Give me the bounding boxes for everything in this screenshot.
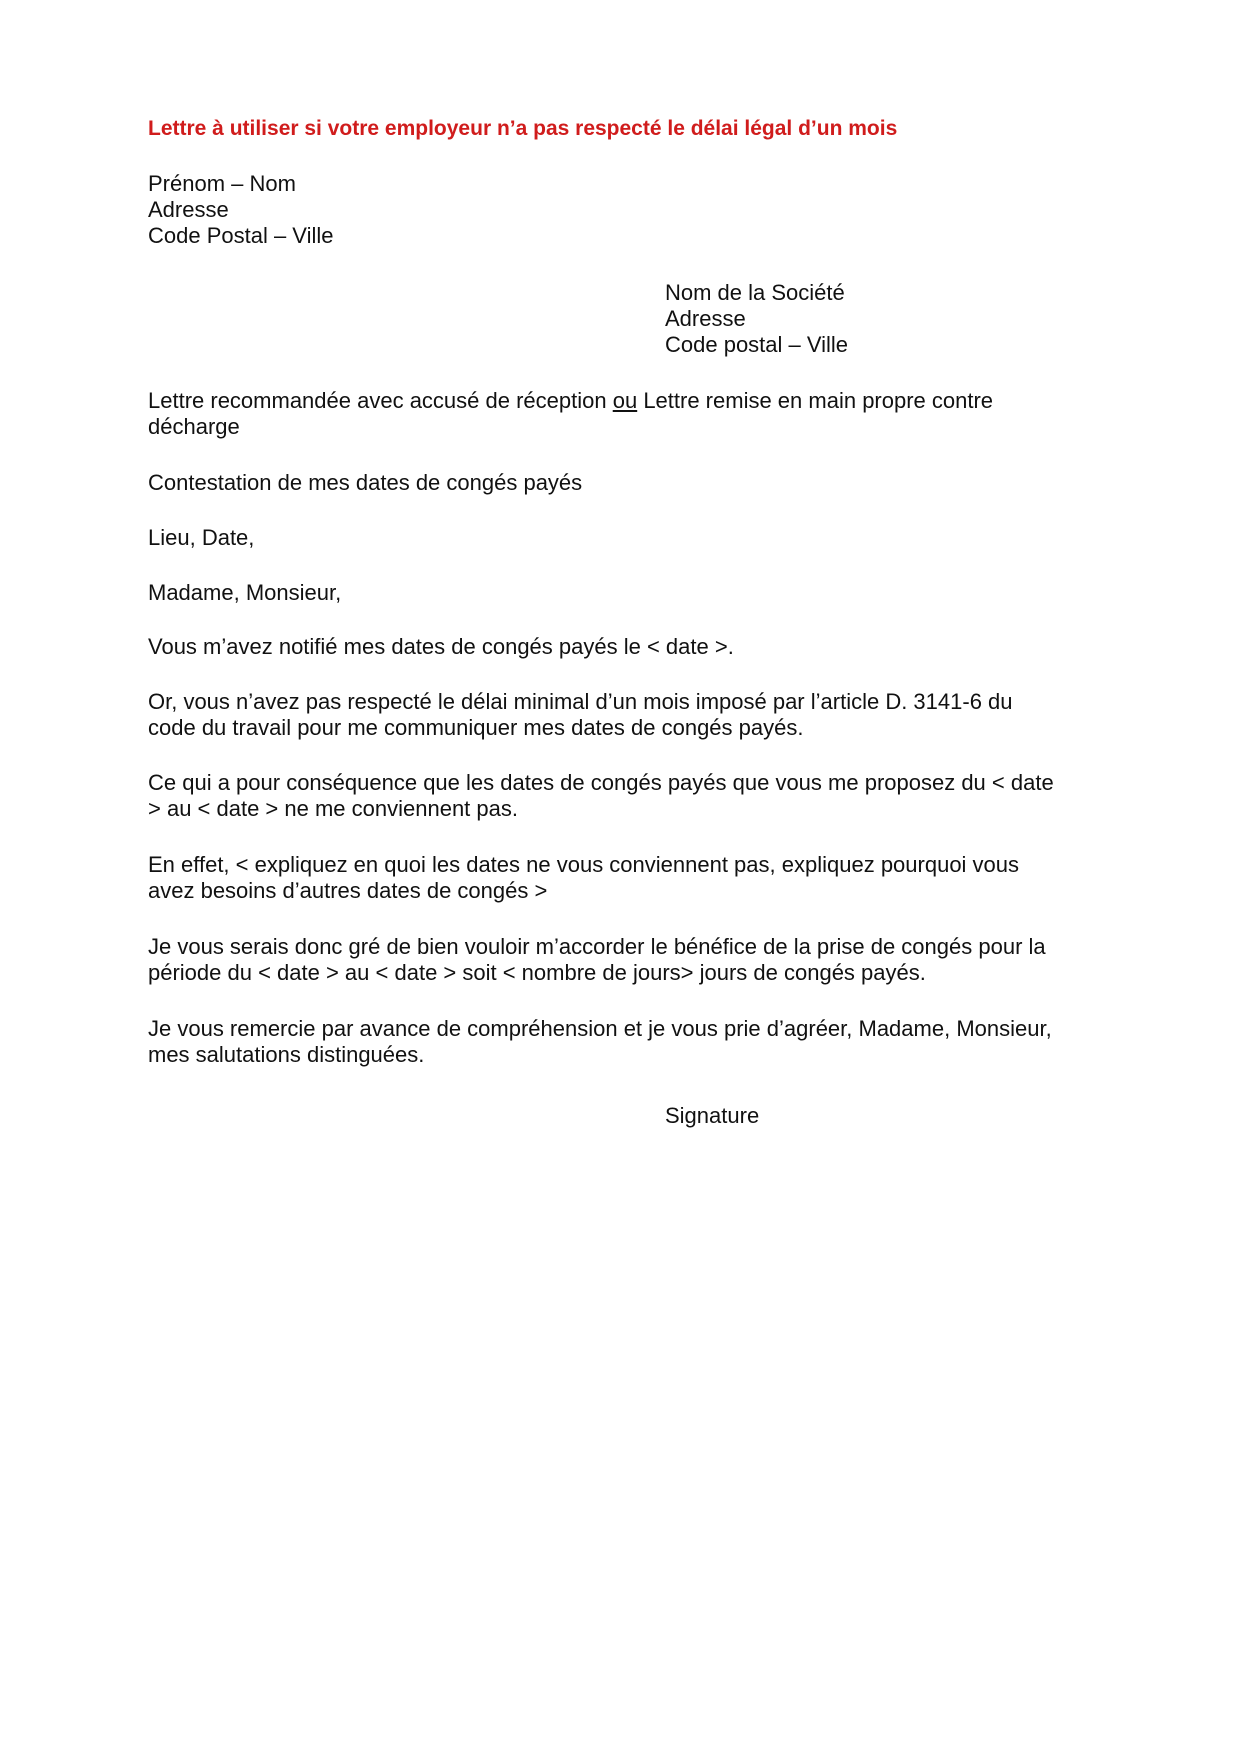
recipient-city: Code postal – Ville	[665, 332, 849, 357]
signature: Signature	[665, 1103, 760, 1128]
paragraph-line: Ce qui a pour conséquence que les dates de congés payés que vous me proposez du < date	[148, 770, 1054, 795]
sender-street: Adresse	[148, 197, 229, 222]
letter-title: Lettre à utiliser si votre employeur n’a pas respecté le délai légal d’un mois	[148, 117, 898, 140]
delivery-registered: Lettre recommandée avec accusé de réception	[148, 388, 613, 413]
paragraph-line: En effet, < expliquez en quoi les dates ne vous conviennent pas, expliquez pourquoi vous	[148, 852, 1020, 877]
paragraph-delay	[148, 689, 1108, 741]
paragraph-line: > au < date > ne me conviennent pas.	[148, 796, 518, 821]
sender-city: Code Postal – Ville	[148, 223, 334, 248]
recipient-street: Adresse	[665, 306, 746, 331]
paragraph-line: Or, vous n’avez pas respecté le délai minimal d’un mois imposé par l’article D. 3141-6 du	[148, 689, 1013, 714]
delivery-mode	[148, 388, 1108, 440]
paragraph-line: période du < date > au < date > soit < nombre de jours> jours de congés payés.	[148, 960, 926, 985]
recipient-address	[665, 280, 1085, 358]
paragraph-closing	[148, 1016, 1108, 1068]
paragraph-line: code du travail pour me communiquer mes dates de congés payés.	[148, 715, 804, 740]
delivery-hand: Lettre remise en main propre contre	[637, 388, 994, 413]
paragraph-notification	[148, 634, 1108, 660]
sender-name: Prénom – Nom	[148, 171, 296, 196]
place-date-text: Lieu, Date,	[148, 525, 255, 550]
paragraph-consequence	[148, 770, 1108, 822]
subject-text: Contestation de mes dates de congés payés	[148, 470, 583, 495]
paragraph-line: Je vous remercie par avance de compréhension et je vous prie d’agréer, Madame, Monsieur,	[148, 1016, 1052, 1041]
paragraph-line: Vous m’avez notifié mes dates de congés payés le < date >.	[148, 634, 734, 659]
place-date	[148, 525, 1108, 551]
paragraph-line: avez besoins d’autres dates de congés >	[148, 878, 548, 903]
delivery-or: ou	[612, 388, 638, 413]
paragraph-request	[148, 934, 1108, 986]
salutation-text: Madame, Monsieur,	[148, 580, 342, 605]
paragraph-explanation	[148, 852, 1108, 904]
recipient-company: Nom de la Société	[665, 280, 845, 305]
delivery-line-1	[148, 388, 1108, 414]
paragraph-line: mes salutations distinguées.	[148, 1042, 425, 1067]
delivery-line-2: décharge	[148, 414, 240, 439]
letter-subject	[148, 470, 1108, 496]
sender-address	[148, 171, 1108, 249]
paragraph-line: Je vous serais donc gré de bien vouloir m’accorder le bénéfice de la prise de congés pour la	[148, 934, 1046, 959]
salutation	[148, 580, 1108, 606]
